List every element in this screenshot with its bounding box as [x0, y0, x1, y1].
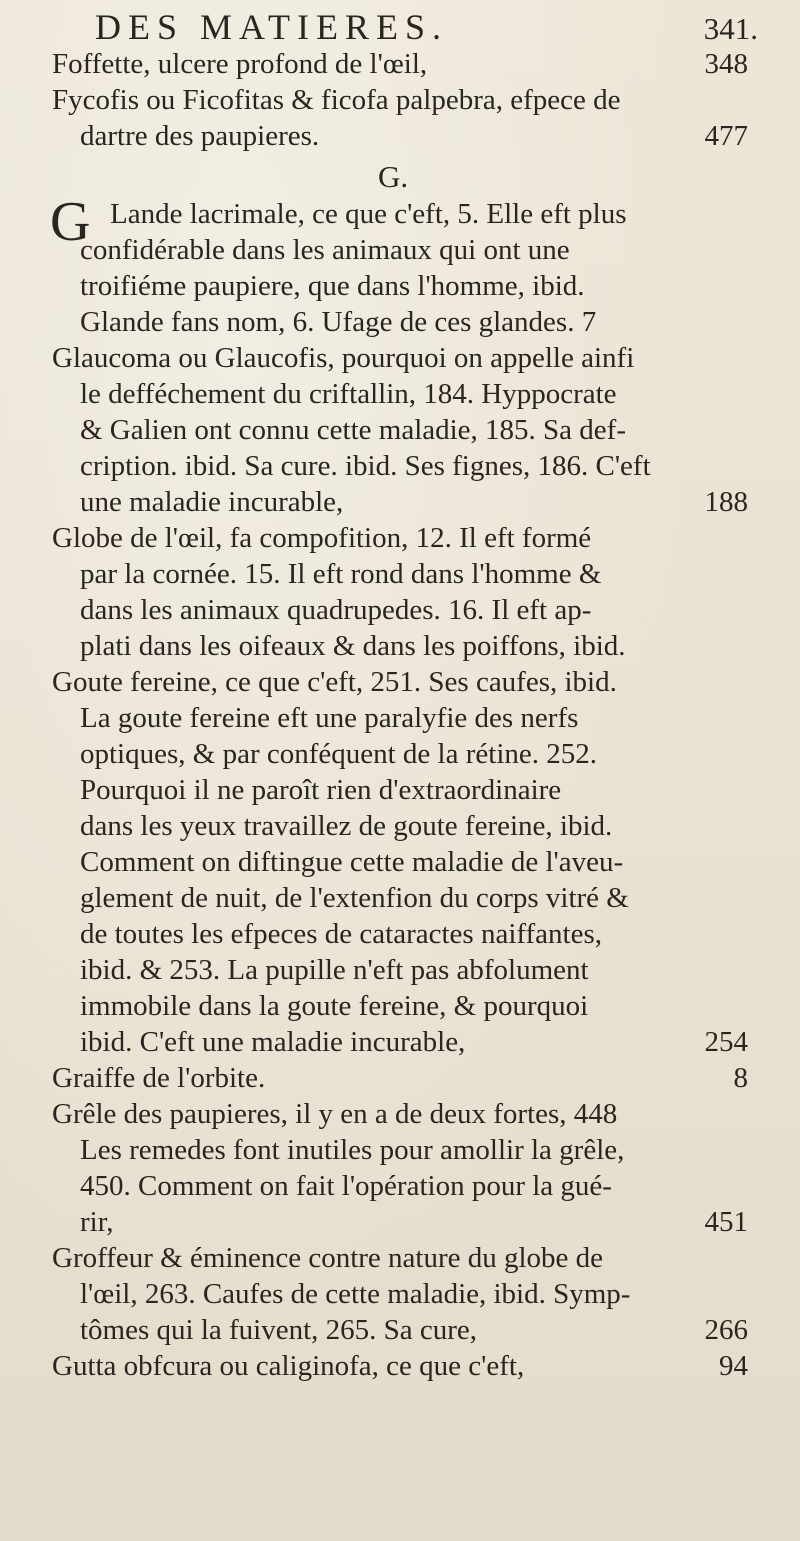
index-line: [80, 484, 343, 520]
line-text: une maladie incurable,: [80, 486, 344, 518]
index-line: [80, 1204, 113, 1240]
line-text: confidérable dans les animaux qui ont une: [80, 234, 570, 266]
line-text: dans les animaux quadrupedes. 16. Il eft ap-: [80, 594, 592, 626]
index-line: [80, 736, 597, 772]
index-line: [52, 520, 591, 556]
line-text: rir,: [80, 1206, 114, 1238]
page-reference: 94: [719, 1350, 748, 1382]
line-text: ibid. & 253. La pupille n'eft pas abfolument: [80, 954, 589, 986]
index-line: [110, 196, 627, 232]
line-text: Pourquoi il ne paroît rien d'extraordinaire: [80, 774, 562, 806]
index-line: [80, 988, 588, 1024]
line-text: troifiéme paupiere, que dans l'homme, ibid.: [80, 270, 585, 302]
index-line: [52, 46, 427, 82]
index-line: [52, 1096, 617, 1132]
index-line: [80, 412, 626, 448]
index-line: [80, 376, 617, 412]
page-reference: 8: [733, 1062, 748, 1094]
index-line: [80, 628, 626, 664]
index-line: [80, 232, 570, 268]
line-text: optiques, & par conféquent de la rétine. 252.: [80, 738, 598, 770]
index-line: [80, 1132, 624, 1168]
line-text: dartre des paupieres.: [80, 120, 320, 152]
index-line: [80, 1276, 630, 1312]
line-text: La goute fereine eft une paralyfie des nerfs: [80, 702, 579, 734]
line-text: cription. ibid. Sa cure. ibid. Ses fignes, 186. C'eft: [80, 450, 651, 482]
index-line: [80, 1024, 465, 1060]
line-text: Comment on diftingue cette maladie de l'aveu-: [80, 846, 624, 878]
page-header: [95, 6, 758, 47]
index-line: [80, 844, 623, 880]
index-line: [80, 808, 612, 844]
index-line: [52, 1060, 265, 1096]
line-text: Les remedes font inutiles pour amollir la grêle,: [80, 1134, 625, 1166]
page-reference: 477: [704, 120, 748, 152]
line-text: glement de nuit, de l'extenfion du corps vitré &: [80, 882, 629, 914]
running-head: DES MATIERES.: [95, 7, 449, 47]
index-line: [52, 664, 617, 700]
index-line: [80, 700, 578, 736]
page-reference: 451: [704, 1206, 748, 1238]
index-line: [80, 916, 602, 952]
line-text: Lande lacrimale, ce que c'eft, 5. Elle eft plus: [110, 198, 627, 230]
page-reference: 254: [704, 1026, 748, 1058]
page-reference: 266: [704, 1314, 748, 1346]
index-line: [80, 304, 596, 340]
line-text: 450. Comment on fait l'opération pour la gué-: [80, 1170, 612, 1202]
index-line: [80, 952, 589, 988]
index-line: [80, 592, 591, 628]
index-line: [80, 1168, 612, 1204]
index-line: [80, 118, 319, 154]
line-text: Groffeur & éminence contre nature du globe de: [52, 1242, 604, 1274]
drop-cap: G: [50, 191, 91, 253]
line-text: Glaucoma ou Glaucofis, pourquoi on appelle ainfi: [52, 342, 635, 374]
line-text: le defféchement du criftallin, 184. Hyppocrate: [80, 378, 617, 410]
line-text: Fycofis ou Ficofitas & ficofa palpebra, efpece de: [52, 84, 621, 116]
line-text: Gutta obfcura ou caliginofa, ce que c'eft,: [52, 1350, 525, 1382]
index-line: [80, 1312, 477, 1348]
index-line: [80, 268, 585, 304]
line-text: Globe de l'œil, fa compofition, 12. Il eft formé: [52, 522, 592, 554]
line-text: & Galien ont connu cette maladie, 185. Sa def-: [80, 414, 626, 446]
index-line: [80, 880, 629, 916]
line-text: tômes qui la fuivent, 265. Sa cure,: [80, 1314, 478, 1346]
line-text: Foffette, ulcere profond de l'œil,: [52, 48, 428, 80]
index-line: [52, 82, 621, 118]
line-text: Graiffe de l'orbite.: [52, 1062, 266, 1094]
index-line: [80, 556, 601, 592]
line-text: Glande fans nom, 6. Ufage de ces glandes. 7: [80, 306, 597, 338]
line-text: Goute fereine, ce que c'eft, 251. Ses caufes, ibid.: [52, 666, 617, 698]
line-text: ibid. C'eft une maladie incurable,: [80, 1026, 466, 1058]
line-text: immobile dans la goute fereine, & pourquoi: [80, 990, 589, 1022]
index-line: [52, 340, 634, 376]
index-line: [52, 1240, 603, 1276]
line-text: plati dans les oifeaux & dans les poiffons, ibid.: [80, 630, 626, 662]
line-text: dans les yeux travaillez de goute fereine, ibid.: [80, 810, 613, 842]
index-line: [52, 1348, 524, 1384]
page-number: 341.: [703, 11, 758, 46]
section-letter: G.: [378, 159, 409, 194]
page-reference: 348: [704, 48, 748, 80]
line-text: Grêle des paupieres, il y en a de deux fortes, 448: [52, 1098, 618, 1130]
index-line: [80, 448, 651, 484]
index-line: [80, 772, 561, 808]
line-text: l'œil, 263. Caufes de cette maladie, ibid. Symp-: [80, 1278, 631, 1310]
page-reference: 188: [704, 486, 748, 518]
line-text: par la cornée. 15. Il eft rond dans l'homme &: [80, 558, 602, 590]
line-text: de toutes les efpeces de cataractes naiffantes,: [80, 918, 602, 950]
